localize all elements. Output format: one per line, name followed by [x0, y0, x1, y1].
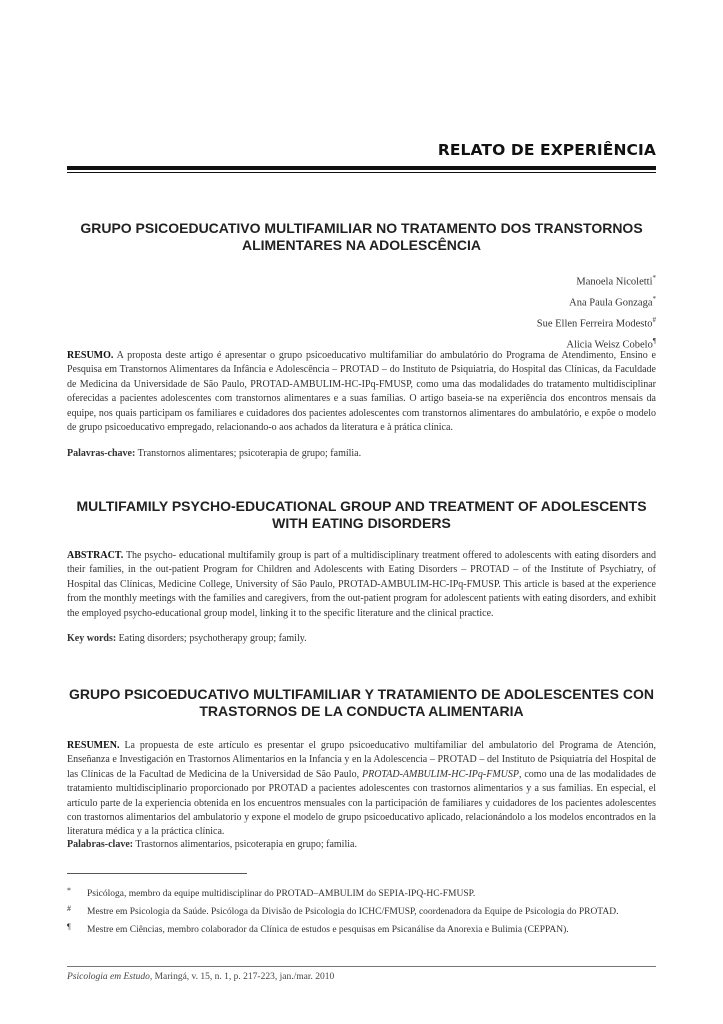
resumen-paragraph [67, 739, 656, 840]
header-rule-thick [67, 166, 656, 170]
resumen-text-italic: PROTAD-AMBULIM-HC-IPq-FMUSP [361, 768, 519, 780]
resumo-keywords-text: Transtornos alimentares; psicoterapia de grupo; família. [137, 448, 362, 459]
author-item [537, 270, 656, 291]
resumo-keywords-label: Palavras-chave: [67, 448, 136, 459]
footnote-text: Psicóloga, membro da equipe multidisciplinar do PROTAD–AMBULIM do SEPIA-IPQ-HC-FMUSP. [87, 889, 476, 899]
journal-details: , Maringá, v. 15, n. 1, p. 217-223, jan./mar. 2010 [149, 972, 335, 982]
author-list [537, 270, 656, 354]
author-name: Alicia Weisz Cobelo [566, 339, 653, 351]
title-portuguese: GRUPO PSICOEDUCATIVO MULTIFAMILIAR NO TRATAMENTO DOS TRANSTORNOS ALIMENTARES NA ADOLESCÊNCIA [80, 220, 643, 253]
footnotes [67, 885, 656, 939]
abstract-keywords-label: Key words: [67, 633, 117, 644]
footnote-rule [67, 873, 247, 874]
resumo-text: A proposta deste artigo é apresentar o grupo psicoeducativo multifamiliar do ambulatório do Programa de Atendimento, Ensino e Pesquisa em Transtornos Alimentares da Infância e Adolescência – PROTAD – do Instituto de Psiquiatria, do Hospital das Clínicas, da Faculdade de Medicina da Universidade de São Paulo, PROTAD-AMBULIM-HC-IPq-FMUSP, como uma das modalidades do tratamento multidisciplinar oferecidas a pacientes adolescentes com transtornos alimentares e a suas famílias. O artigo baseia-se na experiência dos encontros mensais da equipe, nos quais participam os familiares e cuidadores dos pacientes adolescentes com transtornos alimentares do ambulatório, e expõe o modelo de grupo psicoeducativo empregado, relacionando-o aos achados da literatura e à prática clínica. [67, 350, 657, 434]
resumen-label: RESUMEN. [67, 740, 120, 751]
journal-name: Psicologia em Estudo [67, 972, 150, 982]
resumo-label: RESUMO. [67, 350, 114, 361]
abstract-keywords-text: Eating disorders; psychotherapy group; family. [118, 633, 307, 644]
author-mark: ¶ [652, 337, 656, 345]
abstract-keywords [67, 632, 656, 646]
author-name: Manoela Nicoletti [576, 276, 653, 288]
title-spanish: GRUPO PSICOEDUCATIVO MULTIFAMILIAR Y TRATAMIENTO DE ADOLESCENTES CON TRASTORNOS DE LA CONDUCTA ALIMENTARIA [69, 686, 654, 719]
title-english: MULTIFAMILY PSYCHO-EDUCATIONAL GROUP AND TREATMENT OF ADOLESCENTS WITH EATING DISORDERS [76, 498, 647, 531]
author-mark: * [652, 295, 656, 303]
author-name: Ana Paula Gonzaga [569, 297, 653, 309]
footnote-item [67, 885, 656, 903]
resumen-keywords-text: Trastornos alimentarios, psicoterapia en grupo; familia. [135, 839, 357, 850]
resumo-keywords [67, 447, 656, 461]
footnote-item [67, 903, 656, 921]
resumen-text-before: La propuesta de este artículo es presentar el grupo psicoeducativo multifamiliar del ambulatorio del Programa de Atención, Enseñanza e Investigación en Trastornos Alimentarios en la Infancia y en la Adolescencia – PROTAD – del Instituto de Psiquiatría del Hospital de las Clínicas de la Facultad de Medicina de la Universidad de São Paulo, [67, 740, 657, 780]
abstract-paragraph [67, 549, 656, 621]
author-mark: # [652, 316, 656, 324]
abstract-label: ABSTRACT. [67, 550, 124, 561]
footnote-text: Mestre em Psicologia da Saúde. Psicóloga da Divisão de Psicologia do ICHC/FMUSP, coordenadora da Equipe de Psicologia do PROTAD. [87, 907, 619, 917]
author-item [537, 312, 656, 333]
footnote-text: Mestre em Ciências, membro colaborador da Clínica de estudos e pesquisas em Psicanálise da Anorexia e Bulimia (CEPPAN). [87, 925, 569, 935]
footnote-mark: * [67, 886, 71, 895]
author-mark: * [652, 274, 656, 282]
footnote-mark: # [67, 904, 71, 913]
footer-rule [67, 966, 656, 967]
header-rule-thin [67, 172, 656, 173]
section-label: RELATO DE EXPERIÊNCIA [437, 141, 656, 159]
resumen-text-after: , como una de las modalidades de tratamiento multidisciplinario proporcionado por PROTAD a pacientes adolescentes con trastornos alimentarios y a sus familias. En especial, el artículo parte de la experiencia obtenida en los encuentros mensuales con la participación de familiares y cuidadores de los pacientes adolescentes con trastornos alimentarios del ambulatorio y expone el modelo de grupo psicoeducativo aplicado, relacionándolo a los modelos encontrados en la literatura médica y a la práctica clínica. [67, 768, 657, 838]
resumo-paragraph [67, 349, 656, 435]
resumen-keywords [67, 838, 656, 852]
resumen-keywords-label: Palabras-clave: [67, 839, 134, 850]
author-name: Sue Ellen Ferreira Modesto [536, 318, 653, 330]
journal-citation [67, 972, 334, 982]
footnote-item [67, 921, 656, 939]
footnote-mark: ¶ [67, 922, 71, 931]
abstract-text: The psycho- educational multifamily group is part of a multidisciplinary treatment offered to adolescents with eating disorders and their families, in the out-patient Program for Children and Adolescents with Eating Disorders – PROTAD – of the Institute of Psychiatry, of Hospital das Clínicas, Medicine College, University of São Paulo, PROTAD-AMBULIM-HC-IPq-FMUSP. This article is based at the experience from the monthly meetings with the families and caregivers, from the out-patient program for adolescent patients with eating disorders, and exhibit the employed psycho-educational group model, linking it to the specific literature and the clinical practice. [67, 550, 656, 619]
author-item [537, 291, 656, 312]
